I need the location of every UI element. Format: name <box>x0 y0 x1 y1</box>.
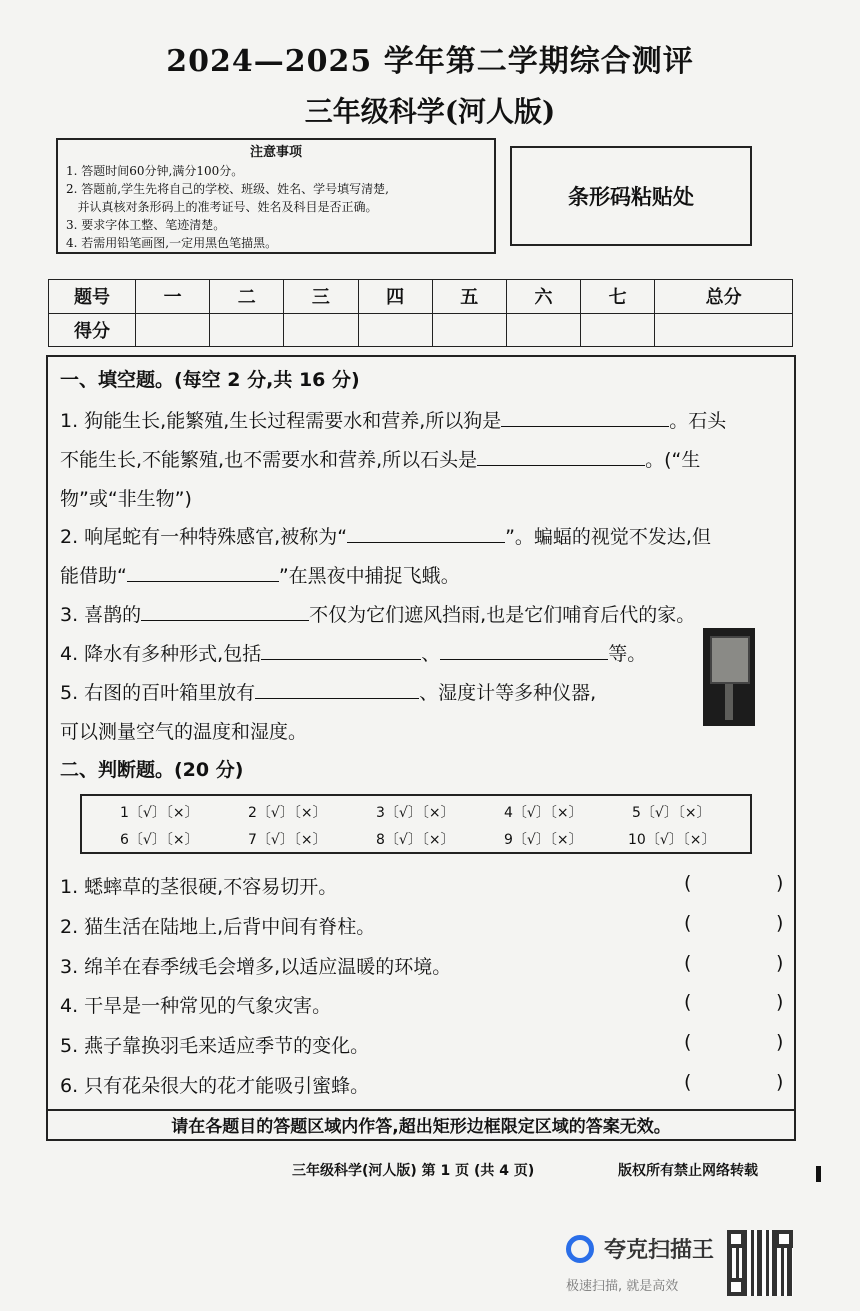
paren-close: ) <box>776 872 784 894</box>
q1-text: 不能生长,不能繁殖,也不需要水和营养,所以石头是 <box>60 449 478 471</box>
paren-close: ) <box>776 952 784 974</box>
answer-frame <box>46 355 796 1141</box>
score-header-cell: 总分 <box>655 280 793 314</box>
score-header-cell: 四 <box>358 280 432 314</box>
paren-open: ( <box>684 912 692 934</box>
judge-question: 4. 干旱是一种常见的气象灾害。 <box>60 995 332 1017</box>
q3-blank[interactable] <box>141 602 309 621</box>
q5-text: 、湿度计等多种仪器, <box>419 682 597 704</box>
score-cell[interactable] <box>655 313 793 347</box>
q5-line1 <box>60 678 596 705</box>
answer-cell[interactable]: 9〔√〕〔×〕 <box>504 832 583 848</box>
q4-text: 、 <box>421 643 441 665</box>
score-header-cell: 五 <box>432 280 506 314</box>
score-header-cell: 题号 <box>49 280 136 314</box>
q1-line2 <box>60 445 700 472</box>
q2-line1 <box>60 522 711 549</box>
qr-finder <box>727 1230 745 1248</box>
answer-cell[interactable]: 3〔√〕〔×〕 <box>376 805 455 821</box>
score-cell[interactable] <box>506 313 580 347</box>
q2-blank1[interactable] <box>347 524 505 543</box>
q4-text: 等。 <box>608 643 647 665</box>
q3-line <box>60 600 695 627</box>
score-row-label: 得分 <box>49 313 136 347</box>
score-header-cell: 六 <box>506 280 580 314</box>
notes-item: 并认真核对条形码上的准考证号、姓名及科目是否正确。 <box>66 200 378 214</box>
score-table <box>48 279 793 347</box>
judge-question: 3. 绵羊在春季绒毛会增多,以适应温暖的环境。 <box>60 956 452 978</box>
q4-blank2[interactable] <box>440 641 608 660</box>
scanner-logo-icon <box>566 1235 594 1263</box>
louver-box <box>710 636 750 684</box>
answer-cell[interactable]: 5〔√〕〔×〕 <box>632 805 711 821</box>
exam-title: 2024—2025 学年第二学期综合测评 <box>166 44 694 79</box>
judge-question: 1. 蟋蟀草的茎很硬,不容易切开。 <box>60 876 338 898</box>
qr-finder <box>727 1278 745 1296</box>
qr-code-icon <box>727 1230 793 1296</box>
q1-blank2[interactable] <box>477 447 645 466</box>
judge-question: 2. 猫生活在陆地上,后背中间有脊柱。 <box>60 916 376 938</box>
q2-text: 2. 响尾蛇有一种特殊感官,被称为“ <box>60 526 348 548</box>
paren-close: ) <box>776 912 784 934</box>
q4-text: 4. 降水有多种形式,包括 <box>60 643 262 665</box>
q4-line <box>60 639 646 666</box>
answer-cell[interactable]: 7〔√〕〔×〕 <box>248 832 327 848</box>
q2-line2 <box>60 561 460 588</box>
judge-question: 5. 燕子靠换羽毛来适应季节的变化。 <box>60 1035 370 1057</box>
barcode-label: 条形码粘贴处 <box>568 184 694 209</box>
louver-pole <box>725 684 733 720</box>
paren-open: ( <box>684 1071 692 1093</box>
score-header-cell: 三 <box>284 280 358 314</box>
score-header-row <box>49 280 793 314</box>
notes-box <box>56 138 496 254</box>
score-cell[interactable] <box>432 313 506 347</box>
q5-line2: 可以测量空气的温度和湿度。 <box>60 721 308 743</box>
score-cell[interactable] <box>136 313 210 347</box>
q1-line1 <box>60 406 726 433</box>
paren-open: ( <box>684 1031 692 1053</box>
score-header-cell: 七 <box>581 280 655 314</box>
answer-cell[interactable]: 8〔√〕〔×〕 <box>376 832 455 848</box>
weather-box-photo <box>703 628 755 726</box>
q5-blank[interactable] <box>255 680 419 699</box>
section1-title: 一、填空题。(每空 2 分,共 16 分) <box>60 369 360 391</box>
q2-text: ”。蝙蝠的视觉不发达,但 <box>505 526 711 548</box>
section2-title: 二、判断题。(20 分) <box>60 759 244 781</box>
q1-text: 。石头 <box>669 410 727 432</box>
q3-text: 不仅为它们遮风挡雨,也是它们哺育后代的家。 <box>309 604 696 626</box>
paren-open: ( <box>684 952 692 974</box>
copyright-note: 版权所有禁止网络转载 <box>618 1163 758 1179</box>
score-cell[interactable] <box>210 313 284 347</box>
answer-cell[interactable]: 10〔√〕〔×〕 <box>628 832 716 848</box>
notes-heading: 注意事项 <box>249 145 302 160</box>
page-footer: 三年级科学(河人版) 第 1 页 (共 4 页) <box>292 1163 535 1179</box>
q2-text: ”在黑夜中捕捉飞蛾。 <box>278 565 460 587</box>
answer-area-notice: 请在各题目的答题区域内作答,超出矩形边框限定区域的答案无效。 <box>48 1109 794 1141</box>
barcode-area <box>510 146 752 246</box>
scanner-slogan: 极速扫描, 就是高效 <box>566 1279 679 1294</box>
paren-close: ) <box>776 1071 784 1093</box>
score-header-cell: 二 <box>210 280 284 314</box>
score-cell[interactable] <box>581 313 655 347</box>
score-header-cell: 一 <box>136 280 210 314</box>
score-cell[interactable] <box>358 313 432 347</box>
q1-text: 1. 狗能生长,能繁殖,生长过程需要水和营养,所以狗是 <box>60 410 502 432</box>
q1-blank1[interactable] <box>501 408 669 427</box>
scanner-name: 夸克扫描王 <box>604 1238 715 1263</box>
notes-item: 4. 若需用铅笔画图,一定用黑色笔描黑。 <box>66 236 278 250</box>
q1-line3: 物”或“非生物”) <box>60 488 192 510</box>
edge-mark <box>816 1166 821 1182</box>
answer-cell[interactable]: 4〔√〕〔×〕 <box>504 805 583 821</box>
notes-item: 2. 答题前,学生先将自己的学校、班级、姓名、学号填写清楚, <box>66 182 389 196</box>
qr-finder <box>775 1230 793 1248</box>
notes-item: 3. 要求字体工整、笔迹清楚。 <box>66 218 226 232</box>
paren-open: ( <box>684 991 692 1013</box>
score-cell[interactable] <box>284 313 358 347</box>
notes-item: 1. 答题时间60分钟,满分100分。 <box>66 164 244 178</box>
q2-blank2[interactable] <box>127 563 279 582</box>
q2-text: 能借助“ <box>60 565 127 587</box>
q4-blank1[interactable] <box>261 641 421 660</box>
answer-grid <box>80 794 752 854</box>
q1-text: 。(“生 <box>645 449 701 471</box>
paren-close: ) <box>776 1031 784 1053</box>
answer-cell[interactable]: 2〔√〕〔×〕 <box>248 805 327 821</box>
paren-close: ) <box>776 991 784 1013</box>
score-row <box>49 313 793 347</box>
q3-text: 3. 喜鹊的 <box>60 604 142 626</box>
answer-cell[interactable]: 6〔√〕〔×〕 <box>120 832 199 848</box>
exam-subtitle: 三年级科学(河人版) <box>304 95 556 128</box>
q5-text: 5. 右图的百叶箱里放有 <box>60 682 256 704</box>
judge-question: 6. 只有花朵很大的花才能吸引蜜蜂。 <box>60 1075 370 1097</box>
answer-cell[interactable]: 1〔√〕〔×〕 <box>120 805 199 821</box>
paren-open: ( <box>684 872 692 894</box>
